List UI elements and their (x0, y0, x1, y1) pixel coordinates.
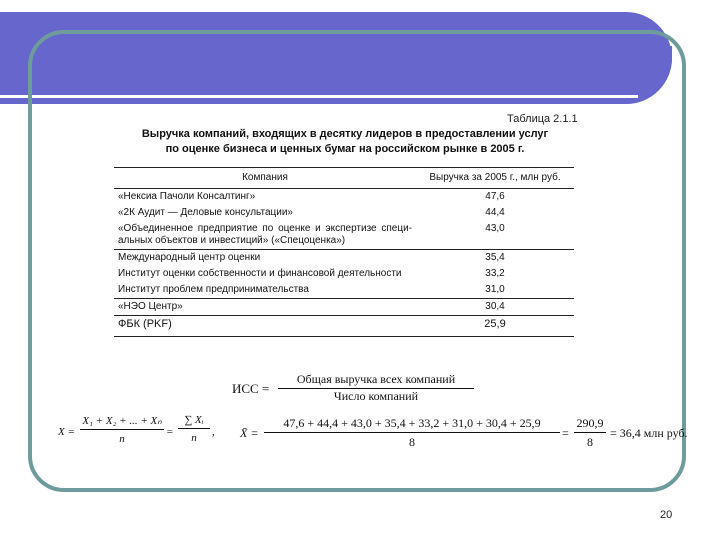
mean-general-denominator-1: n (119, 433, 125, 445)
mean-numeric-fraction-1 (264, 416, 560, 450)
mean-general-numerator-2: ∑ Xᵢ (178, 414, 210, 429)
iss-fraction (278, 372, 474, 404)
row-company: Институт проблем предпринимательства (118, 284, 309, 295)
row-revenue: 31,0 (485, 284, 505, 295)
iss-numerator: Общая выручка всех компаний (278, 372, 474, 389)
table-row (114, 266, 574, 282)
mean-numeric-lhs: X̄ = (240, 426, 259, 440)
mean-numeric-result: = 36,4 млн руб. (610, 426, 688, 440)
row-revenue: 44,4 (485, 207, 505, 218)
row-revenue: 33,2 (485, 268, 505, 279)
table-row (114, 282, 574, 299)
row-revenue: 47,6 (485, 191, 505, 202)
page-number: 20 (660, 509, 673, 521)
table-row (114, 250, 574, 267)
mean-numeric-numerator-2: 290,9 (574, 416, 606, 433)
mean-numeric-equals: = (562, 426, 569, 440)
iss-denominator: Число компаний (333, 389, 419, 403)
mean-general-numerator-1: X₁ + X₂ + ... + Xₙ (80, 414, 164, 430)
row-revenue: 35,4 (485, 252, 505, 263)
row-company: Международный центр оценки (118, 252, 261, 263)
row-company: «2К Аудит — Деловые консультации» (118, 207, 293, 218)
mean-numeric-denominator-2: 8 (587, 435, 593, 449)
mean-general-equals: = (166, 426, 174, 438)
row-company: «НЭО Центр» (118, 301, 183, 312)
mean-general-tail: , (212, 426, 215, 438)
revenue-table (114, 167, 574, 337)
mean-general-lhs: X = (58, 426, 75, 438)
row-company: ФБК (PKF) (118, 318, 172, 330)
mean-general-fraction-1 (80, 414, 164, 445)
table-title-line-1: Выручка компаний, входящих в десятку лидеров в предоставлении услуг (141, 128, 549, 140)
mean-numeric-numerator-1: 47,6 + 44,4 + 43,0 + 35,4 + 33,2 + 31,0 + 30,4 + 25,9 (264, 416, 560, 433)
row-company: «Объединенное предприятие по оценке и экспертизе специ-альных объектов и инвестиций» («Спецоценка») (118, 223, 412, 246)
mean-numeric-fraction-2 (574, 416, 606, 450)
table-row (114, 189, 574, 206)
row-company: Институт оценки собственности и финансовой деятельности (118, 268, 402, 279)
row-revenue: 43,0 (485, 223, 505, 234)
mean-general-denominator-2: n (191, 432, 197, 444)
header-company: Компания (242, 172, 288, 183)
table-title (110, 127, 580, 157)
table-row (114, 221, 574, 250)
header-revenue: Выручка за 2005 г., млн руб. (429, 172, 561, 183)
row-company: «Нексиа Пачоли Консалтинг» (118, 191, 256, 202)
table-title-line-2: по оценке бизнеса и ценных бумаг на российском рынке в 2005 г. (165, 143, 525, 155)
row-revenue: 25,9 (484, 318, 506, 330)
mean-numeric-denominator-1: 8 (409, 435, 415, 449)
table-row (114, 299, 574, 316)
row-revenue: 30,4 (485, 301, 505, 312)
table-row (114, 205, 574, 221)
mean-general-fraction-2 (178, 414, 210, 444)
table-row (114, 316, 574, 337)
table-caption: Таблица 2.1.1 (507, 113, 578, 125)
iss-lhs: ИСС = (232, 381, 270, 396)
table-header-row (114, 168, 574, 189)
